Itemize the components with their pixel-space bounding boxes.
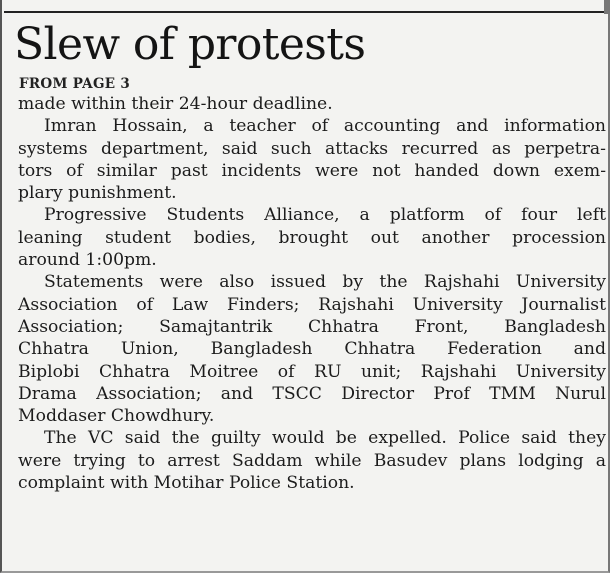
paragraph xyxy=(18,115,606,204)
paragraph xyxy=(18,204,606,271)
text-line: tors of similar past incidents were not handed down exem- xyxy=(18,160,606,181)
text-line: made within their 24-hour deadline. xyxy=(18,94,333,114)
headline: Slew of protests xyxy=(14,19,366,70)
column-edge xyxy=(604,0,608,14)
text-line: Imran Hossain, a teacher of accounting and information xyxy=(44,116,606,137)
article-body xyxy=(18,93,606,494)
text-line: Statements were also issued by the Rajshahi University xyxy=(44,272,606,293)
text-line: Moddaser Chowdhury. xyxy=(18,406,215,427)
text-line: systems department, said such attacks recurred as perpetra- xyxy=(18,138,606,159)
text-line: were trying to arrest Saddam while Basudev plans lodging a xyxy=(18,450,606,471)
text-line: Association; Samajtantrik Chhatra Front, Bangladesh xyxy=(18,316,606,337)
jump-line: FROM PAGE 3 xyxy=(19,76,131,92)
text-line: leaning student bodies, brought out another procession xyxy=(18,227,606,248)
text-line: The VC said the guilty would be expelled. Police said they xyxy=(44,428,606,449)
paragraph xyxy=(18,271,606,427)
text-line: plary punishment. xyxy=(18,183,177,204)
text-line: complaint with Motihar Police Station. xyxy=(18,473,355,494)
text-line: Biplobi Chhatra Moitree of RU unit; Rajshahi University xyxy=(18,361,606,382)
text-line: Association of Law Finders; Rajshahi University Journalist xyxy=(18,294,606,315)
text-line: Drama Association; and TSCC Director Prof TMM Nurul xyxy=(18,383,606,404)
text-line: around 1:00pm. xyxy=(18,250,157,271)
text-line: Chhatra Union, Bangladesh Chhatra Federation and xyxy=(18,339,606,360)
paragraph xyxy=(18,427,606,494)
top-rule xyxy=(4,11,608,13)
text-line: Progressive Students Alliance, a platform of four left xyxy=(44,205,606,226)
paragraph xyxy=(18,93,606,115)
